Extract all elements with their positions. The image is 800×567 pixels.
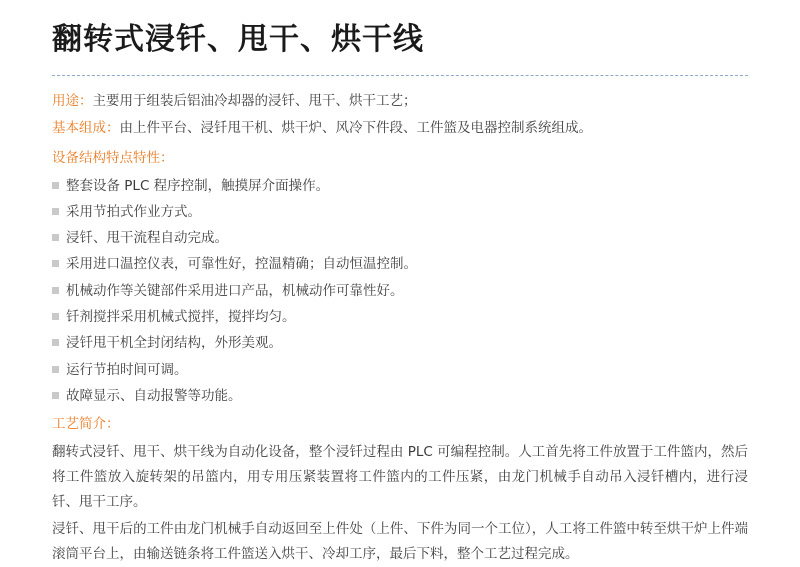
list-item [52,304,748,330]
square-bullet-icon [52,260,59,267]
square-bullet-icon [52,287,59,294]
square-bullet-icon [52,234,59,241]
feature-text: 机械动作等关键部件采用进口产品，机械动作可靠性好。 [66,282,404,299]
list-item [52,330,748,356]
process-paragraph-1: 翻转式浸钎、甩干、烘干线为自动化设备，整个浸钎过程由 PLC 可编程控制。人工首先将工件放置于工件篮内，然后将工件篮放入旋转架的吊篮内，用专用压紧装置将工件篮内的工件压紧，由龙门机械手自动吊入浸钎槽内，进行浸钎、甩干工序。 [52,444,748,510]
meta-block [52,88,748,143]
feature-text: 整套设备 PLC 程序控制，触摸屏介面操作。 [66,177,330,194]
list-item [52,199,748,225]
square-bullet-icon [52,339,59,346]
title-divider [52,75,748,76]
feature-text: 浸钎甩干机全封闭结构，外形美观。 [66,335,282,352]
list-item [52,383,748,409]
meta-label-purpose: 用途： [52,92,93,109]
page-title: 翻转式浸钎、甩干、烘干线 [52,22,424,57]
feature-text: 采用进口温控仪表，可靠性好，控温精确；自动恒温控制。 [66,256,417,273]
feature-text: 采用节拍式作业方式。 [66,203,201,220]
features-list [52,173,748,410]
meta-row-composition [52,115,748,143]
square-bullet-icon [52,208,59,215]
square-bullet-icon [52,182,59,189]
feature-text: 浸钎、甩干流程自动完成。 [66,230,228,247]
features-heading: 设备结构特点特性： [52,149,174,166]
square-bullet-icon [52,392,59,399]
process-paragraph-2: 浸钎、甩干后的工件由龙门机械手自动返回至上件处（上件、下件为同一个工位），人工将工件篮中转至烘干炉上件端滚筒平台上，由输送链条将工件篮送入烘干、冷却工序，最后下料，整个工艺过程完成。 [52,520,748,562]
list-item [52,173,748,199]
list-item [52,357,748,383]
process-heading: 工艺简介： [52,416,120,433]
list-item [52,251,748,277]
feature-text: 钎剂搅拌采用机械式搅拌，搅拌均匀。 [66,309,296,326]
meta-value-composition: 由上件平台、浸钎甩干机、烘干炉、风冷下件段、工件篮及电器控制系统组成。 [119,120,592,137]
meta-row-purpose [52,88,748,116]
feature-text: 运行节拍时间可调。 [66,361,188,378]
meta-value-purpose: 主要用于组装后铝油冷却器的浸钎、甩干、烘干工艺； [92,92,417,109]
square-bullet-icon [52,313,59,320]
list-item [52,225,748,251]
square-bullet-icon [52,366,59,373]
list-item [52,278,748,304]
meta-label-composition: 基本组成： [52,120,120,137]
feature-text: 故障显示、自动报警等功能。 [66,388,242,405]
